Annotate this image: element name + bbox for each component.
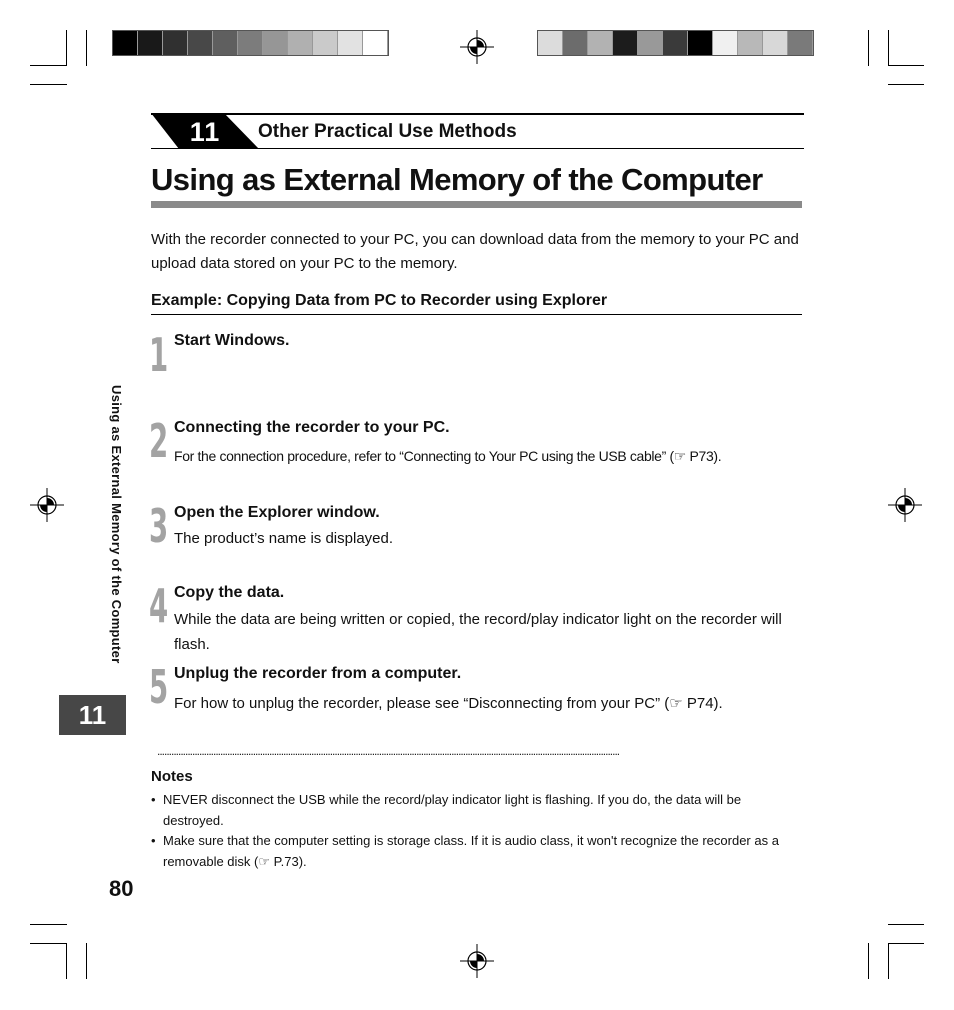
chapter-side-tab: 11 bbox=[59, 695, 126, 735]
registration-mark-icon bbox=[460, 944, 494, 978]
swatch bbox=[338, 31, 363, 55]
registration-mark-icon bbox=[888, 488, 922, 522]
chapter-title: Other Practical Use Methods bbox=[258, 121, 517, 142]
swatch bbox=[563, 31, 588, 55]
swatch bbox=[738, 31, 763, 55]
step-number: 5 bbox=[149, 660, 169, 714]
step-title: Start Windows. bbox=[174, 332, 290, 349]
swatch bbox=[613, 31, 638, 55]
note-text: Make sure that the computer setting is storage class. If it is audio class, it won't recognize the recorder as a removable disk (☞ P.73). bbox=[163, 833, 779, 869]
swatch bbox=[538, 31, 563, 55]
color-bar-left bbox=[112, 30, 389, 56]
step-body: For the connection procedure, refer to “Connecting to Your PC using the USB cable” (☞ P73). bbox=[174, 448, 722, 464]
title-underline bbox=[151, 201, 802, 208]
swatch bbox=[638, 31, 663, 55]
color-bar-right bbox=[537, 30, 814, 56]
intro-paragraph: With the recorder connected to your PC, you can download data from the memory to your PC and upload data stored on your PC to the memory. bbox=[151, 231, 799, 272]
chapter-rule-bottom bbox=[151, 148, 804, 149]
step-body: The product’s name is displayed. bbox=[174, 530, 394, 547]
step-title: Copy the data. bbox=[174, 584, 285, 601]
step-body: For how to unplug the recorder, please see “Disconnecting from your PC” (☞ P74). bbox=[174, 695, 723, 712]
swatch bbox=[163, 31, 188, 55]
swatch bbox=[113, 31, 138, 55]
step-title: Unplug the recorder from a computer. bbox=[174, 665, 462, 682]
step-number: 4 bbox=[149, 579, 169, 633]
swatch bbox=[788, 31, 813, 55]
example-rule bbox=[151, 314, 802, 315]
notes-heading: Notes bbox=[151, 768, 193, 785]
swatch bbox=[713, 31, 738, 55]
step-body: While the data are being written or copied, the record/play indicator light on the recorder will flash. bbox=[174, 611, 782, 653]
swatch bbox=[363, 31, 388, 55]
swatch bbox=[188, 31, 213, 55]
swatch bbox=[763, 31, 788, 55]
page-title: Using as External Memory of the Computer bbox=[151, 162, 763, 197]
registration-mark-icon bbox=[460, 30, 494, 64]
swatch bbox=[313, 31, 338, 55]
swatch bbox=[688, 31, 713, 55]
swatch bbox=[588, 31, 613, 55]
page-number: 80 bbox=[109, 876, 134, 901]
bullet-icon: • bbox=[151, 833, 156, 848]
chapter-number: 11 bbox=[189, 117, 221, 147]
step-number: 2 bbox=[149, 414, 169, 468]
bullet-icon: • bbox=[151, 792, 156, 807]
swatch bbox=[238, 31, 263, 55]
step-number: 1 bbox=[149, 328, 169, 382]
step-title: Connecting the recorder to your PC. bbox=[174, 419, 450, 436]
note-item bbox=[151, 789, 803, 831]
running-section-title: Using as External Memory of the Computer bbox=[109, 385, 124, 664]
swatch bbox=[213, 31, 238, 55]
swatch bbox=[663, 31, 688, 55]
registration-mark-icon bbox=[30, 488, 64, 522]
swatch bbox=[138, 31, 163, 55]
example-heading: Example: Copying Data from PC to Recorder using Explorer bbox=[151, 292, 608, 309]
step-number: 3 bbox=[149, 499, 169, 553]
step-title: Open the Explorer window. bbox=[174, 504, 380, 521]
note-text: NEVER disconnect the USB while the record/play indicator light is flashing. If you do, the data will be destroyed. bbox=[163, 792, 742, 828]
note-item bbox=[151, 830, 803, 872]
dotted-separator: ...................................................................................................................................................................................................... bbox=[157, 744, 620, 758]
swatch bbox=[263, 31, 288, 55]
swatch bbox=[288, 31, 313, 55]
